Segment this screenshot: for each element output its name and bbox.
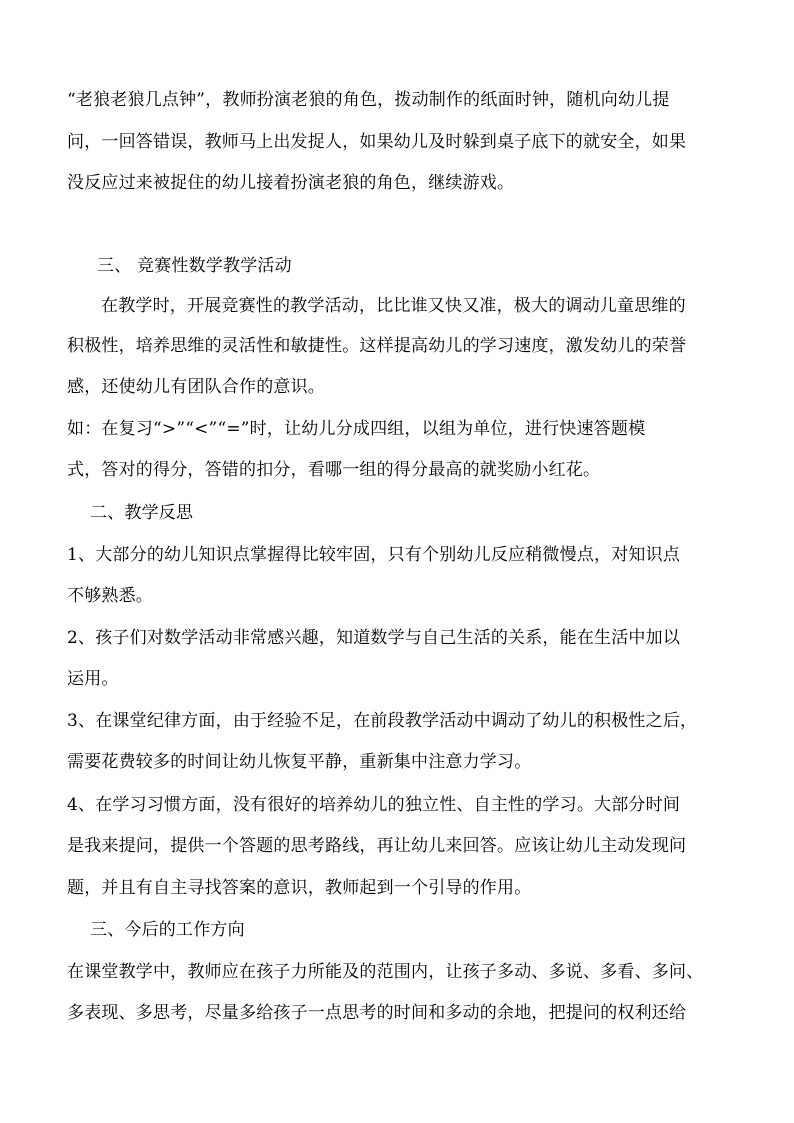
paragraph-line: 运用。: [67, 669, 119, 689]
paragraph-line: 需要花费较多的时间让幼儿恢复平静，重新集中注意力学习。: [67, 752, 532, 772]
section-heading: 三、今后的工作方向: [90, 920, 245, 940]
paragraph-line: 多表现、多思考，尽量多给孩子一点思考的时间和多动的余地，把提问的权利还给: [67, 1003, 687, 1023]
paragraph-line: 题，并且有自主寻找答案的意识，教师起到一个引导的作用。: [67, 878, 532, 898]
paragraph-line: 式，答对的得分，答错的扣分，看哪一组的得分最高的就奖励小红花。: [67, 460, 601, 480]
section-heading: 三、 竞赛性数学教学活动: [97, 256, 292, 276]
paragraph-line: 2、孩子们对数学活动非常感兴趣，知道数学与自己生活的关系，能在生活中加以: [67, 628, 681, 648]
paragraph-line: 不够熟悉。: [67, 586, 153, 606]
paragraph-line: 在教学时，开展竞赛性的教学活动，比比谁又快又准，极大的调动儿童思维的: [101, 296, 686, 316]
paragraph-line: 感，还使幼儿有团队合作的意识。: [67, 377, 325, 397]
paragraph-line: 1、大部分的幼儿知识点掌握得比较牢固，只有个别幼儿反应稍微慢点，对知识点: [67, 545, 681, 565]
paragraph-line: 没反应过来被捉住的幼儿接着扮演老狼的角色，继续游戏。: [67, 173, 515, 193]
section-heading: 二、教学反思: [90, 503, 194, 523]
paragraph-line: 如：在复习“>”“<”“=”时，让幼儿分成四组，以组为单位，进行快速答题模: [67, 419, 646, 439]
paragraph-line: 3、在课堂纪律方面，由于经验不足，在前段教学活动中调动了幼儿的积极性之后，: [67, 711, 698, 731]
paragraph-line: 问，一回答错误，教师马上出发捉人，如果幼儿及时躲到桌子底下的就安全，如果: [67, 132, 687, 152]
paragraph-line: 在课堂教学中，教师应在孩子力所能及的范围内，让孩子多动、多说、多看、多问、: [67, 962, 704, 982]
paragraph-line: 是我来提问，提供一个答题的思考路线，再让幼儿来回答。应该让幼儿主动发现问: [67, 836, 687, 856]
paragraph-line: “老狼老狼几点钟”，教师扮演老狼的角色，拨动制作的纸面时钟，随机向幼儿提: [67, 90, 670, 110]
paragraph-line: 积极性，培养思维的灵活性和敏捷性。这样提高幼儿的学习速度，激发幼儿的荣誉: [67, 336, 687, 356]
paragraph-line: 4、在学习习惯方面，没有很好的培养幼儿的独立性、自主性的学习。大部分时间: [67, 795, 681, 815]
